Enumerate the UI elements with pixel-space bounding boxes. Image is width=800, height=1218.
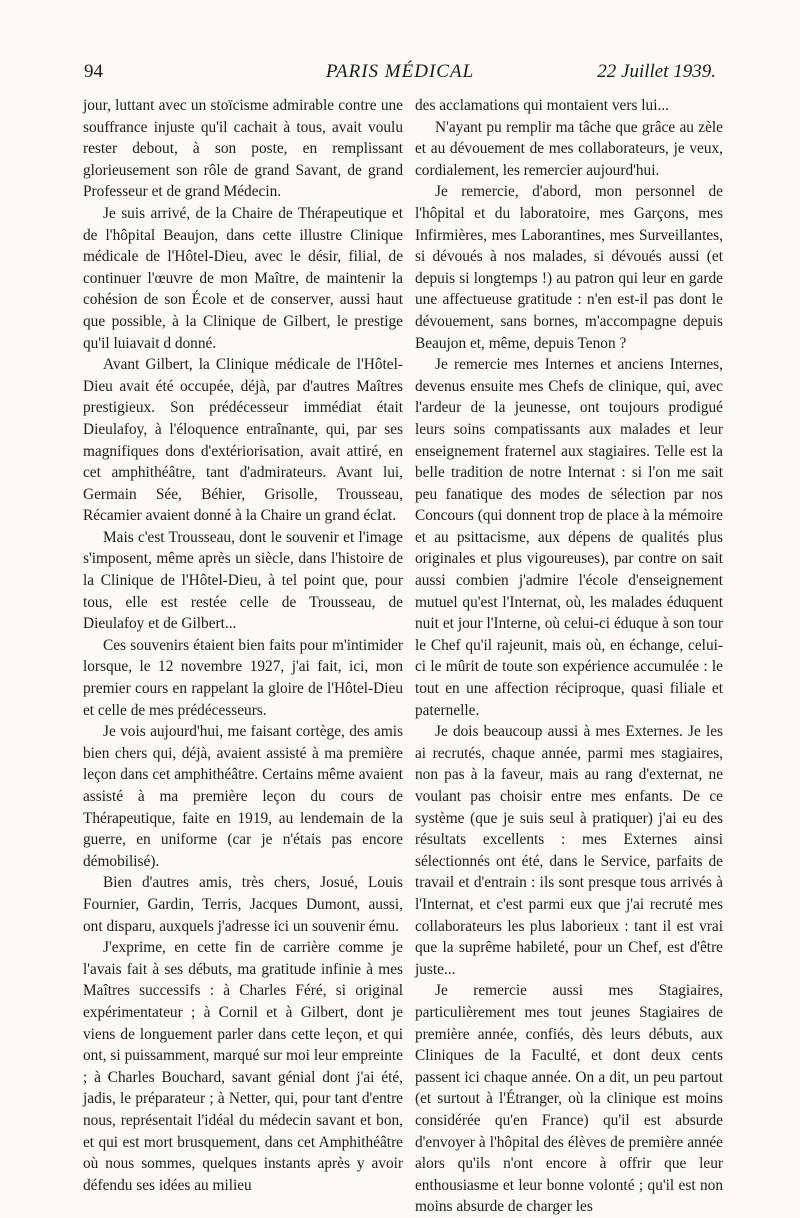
paragraph: Je suis arrivé, de la Chaire de Thérapeutique et de l'hôpital Beaujon, dans cette illustre Clinique médicale de l'Hôtel-Dieu, avec le désir, filial, de continuer l'œuvre de mon Maître, de maintenir la cohésion de son École et de conserver, aussi haut que possible, à la Clinique de Gilbert, le prestige qu'il luiavait d donné. (83, 204, 403, 352)
journal-title: PARIS MÉDICAL (325, 61, 475, 82)
paragraph: Bien d'autres amis, très chers, Josué, Louis Fournier, Gardin, Terris, Jacques Dumont, aussi, ont disparu, auxquels j'adresse ici un souvenir ému. (83, 874, 403, 935)
paragraph: des acclamations qui montaient vers lui... (415, 97, 669, 114)
paragraph: Je dois beaucoup aussi à mes Externes. Je les ai recrutés, chaque année, parmi mes stagiaires, non pas à la faveur, mais au rang d'externat, ne voulant pas choisir entre mes enfants. De ce système (que je suis seul à pratiquer) j'ai eu des résultats excellents : mes Externes ainsi sélectionnés ont été, dans le Service, parfaits de travail et d'entrain : ils sont presque tous arrivés à l'Internat, et c'est parmi eux que j'ai recruté mes collaborateurs les plus laborieux : tant il est vrai que la suprême habileté, pour un Chef, est d'être juste... (415, 723, 723, 978)
paragraph: N'ayant pu remplir ma tâche que grâce au zèle et au dévouement de mes collaborateurs, je veux, cordialement, les remercier aujourd'hui. (415, 118, 723, 179)
paragraph: Je remercie, d'abord, mon personnel de l'hôpital et du laboratoire, mes Garçons, mes Infirmières, mes Laborantines, mes Surveillantes, si dévoués à nos malades, si dévoués aussi (et depuis si longtemps !) au patron qui leur en garde une affectueuse gratitude : n'en est-il pas dont le dévouement, sans bornes, m'accompagne depuis Beaujon et, même, depuis Tenon ? (415, 183, 723, 352)
left-column (83, 95, 403, 1196)
paragraph: Je vois aujourd'hui, me faisant cortège, des amis bien chers qui, déjà, avaient assisté à ma première leçon dans cet amphithéâtre. Certains même avaient assisté à ma première leçon du cours de Thérapeutique, faite en 1919, au lendemain de la guerre, en uniforme (car je n'étais pas encore démobilisé). (83, 723, 403, 870)
paragraph: J'exprime, en cette fin de carrière comme je l'avais fait à ses débuts, ma gratitude infinie à mes Maîtres successifs : à Charles Féré, si original expérimentateur ; à Cornil et à Gilbert, dont je viens de longuement parler dans cette leçon, et qui ont, si puissamment, marqué sur moi leur empreinte ; à Charles Bouchard, savant génial dont j'ai été, jadis, le préparateur ; à Netter, qui, pour tant d'entre nous, représentait l'idéal du médecin savant et bon, et qui est mort brusquement, dans cet Amphithéâtre où nous sommes, quelques instants après y avoir défendu ses idées au milieu (83, 939, 403, 1194)
paragraph: Mais c'est Trousseau, dont le souvenir et l'image s'imposent, même après un siècle, dans l'histoire de la Clinique de l'Hôtel-Dieu, à tel point que, pour tous, elle est restée celle de Trousseau, de Dieulafoy et de Gilbert... (83, 528, 403, 633)
right-column (415, 95, 723, 1218)
paragraph: Ces souvenirs étaient bien faits pour m'intimider lorsque, le 12 novembre 1927, j'ai fait, ici, mon premier cours en rappelant la gloire de l'Hôtel-Dieu et celle de mes prédécesseurs. (83, 636, 403, 719)
page-number: 94 (84, 61, 103, 82)
paragraph: Je remercie aussi mes Stagiaires, particulièrement mes tout jeunes Stagiaires de première année, confiés, dès leurs débuts, aux Cliniques de la Faculté, et dont deux cents passent ici chaque année. On a dit, un peu partout (et surtout à l'Étranger, où la clinique est moins considérée qu'en France) qu'il est absurde d'envoyer à l'hôpital des élèves de première année alors qu'ils n'ont encore à offrir que leur enthousiasme et leur bonne volonté ; qu'il est non moins absurde de charger les (415, 982, 723, 1216)
page-header (84, 58, 716, 88)
paragraph: Je remercie mes Internes et anciens Internes, devenus ensuite mes Chefs de clinique, qui, avec l'ardeur de la jeunesse, ont toujours prodigué leurs soins compatissants aux malades et leur enseignement fraternel aux stagiaires. Telle est la belle tradition de notre Internat : si l'on me sait peu fanatique des modes de sélection par nos Concours (qui donnent trop de place à la mémoire et au psittacisme, aux dépens de qualités plus originales et plus vigoureuses), par contre on sait aussi combien j'admire l'école d'enseignement mutuel qu'est l'Internat, où, les malades éduquent nuit et jour l'Interne, où celui-ci éduque à son tour le Chef qu'il rajeunit, mais où, en échange, celui-ci le mûrit de toute son expérience accumulée : le tout en une affection réciproque, quasi filiale et paternelle. (415, 356, 723, 719)
paragraph: jour, luttant avec un stoïcisme admirable contre une souffrance injuste qu'il cachait à tous, avait voulu rester debout, à son poste, en remplissant glorieusement son rôle de grand Savant, de grand Professeur et de grand Médecin. (83, 97, 403, 201)
paragraph: Avant Gilbert, la Clinique médicale de l'Hôtel-Dieu avait été occupée, déjà, par d'autres Maîtres prestigieux. Son prédécesseur immédiat était Dieulafoy, à l'éloquence entraînante, qui, par ses magnifiques dons d'extériorisation, avait attiré, en cet amphithéâtre, tant d'admirateurs. Avant lui, Germain Sée, Béhier, Grisolle, Trousseau, Récamier avaient donné à la Chaire un grand éclat. (83, 356, 403, 525)
issue-date: 22 Juillet 1939. (597, 61, 716, 82)
